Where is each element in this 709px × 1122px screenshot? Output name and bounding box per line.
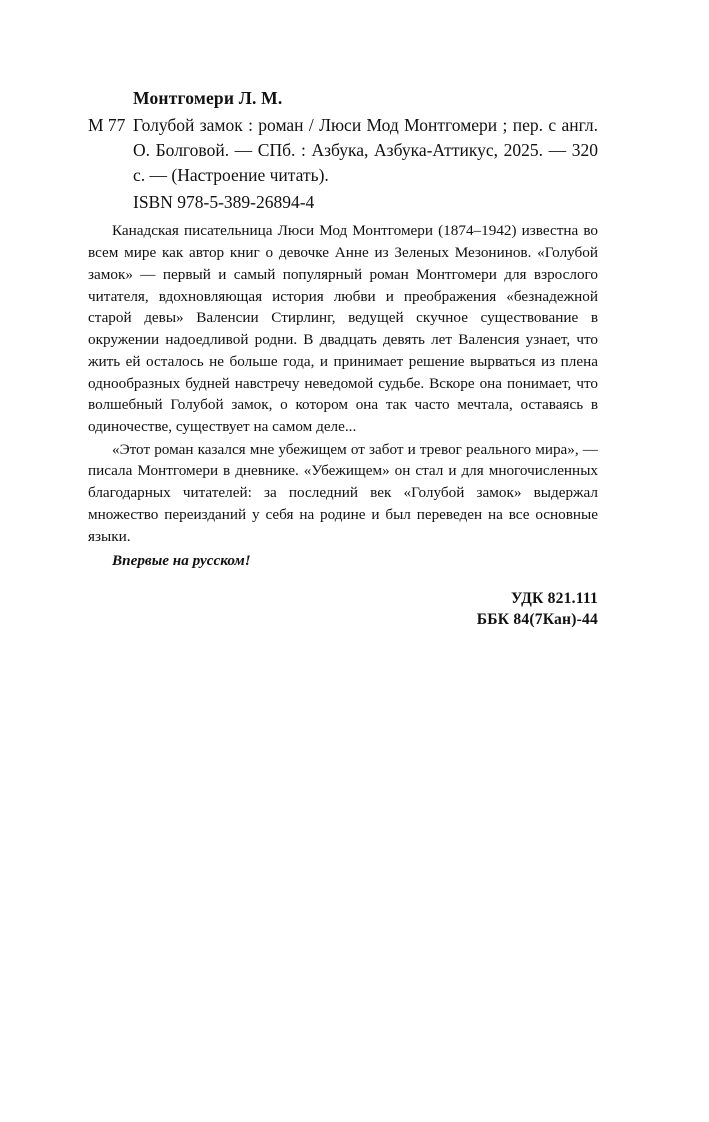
annotation-paragraph: Канадская писательница Люси Мод Монтгомери (1874–1942) известна во всем мире как автор книг о девочке Анне из Зеленых Мезонинов. «Голубой замок» — первый и самый популярный роман Монтгомери для взрослого читателя, вдохновляющая история любви и преображения «безнадежной старой девы» Валенсии Стирлинг, ведущей скучное существование в окружении надоедливой родни. В двадцать девять лет Валенсия узнает, что жить ей осталось не больше года, и принимает решение вырваться из плена однообразных будней навстречу неведомой судьбе. Вскоре она понимает, что волшебный Голубой замок, о котором она так часто мечтала, оставаясь в одиночестве, существует на самом деле... <box>88 222 598 435</box>
bibliographic-description: Голубой замок : роман / Люси Мод Монтгомери ; пер. с англ. О. Болговой. — СПб. : Азбука, Азбука-Аттикус, 2025. — 320 с. — (Настроение читать). <box>133 115 598 185</box>
annotation <box>88 220 598 572</box>
author-heading: Монтгомери Л. М. <box>133 88 283 108</box>
isbn: ISBN 978-5-389-26894-4 <box>133 191 315 212</box>
annotation-note: Впервые на русском! <box>112 552 251 570</box>
bbk-code: ББК 84(7Кан)-44 <box>476 611 598 629</box>
cip-block <box>88 88 598 630</box>
annotation-paragraph: «Этот роман казался мне убежищем от забот и тревог реального мира», — писала Монтгомери в дневнике. «Убежищем» он стал и для многочисленных благодарных читателей: за последний век «Голубой замок» выдержал множество переизданий у себя на родине и был переведен на все основные языки. <box>88 440 598 545</box>
classifiers <box>88 588 598 630</box>
udk-code: УДК 821.111 <box>511 590 598 608</box>
shelf-code: М 77 <box>88 115 126 135</box>
bibliographic-entry <box>88 113 598 188</box>
